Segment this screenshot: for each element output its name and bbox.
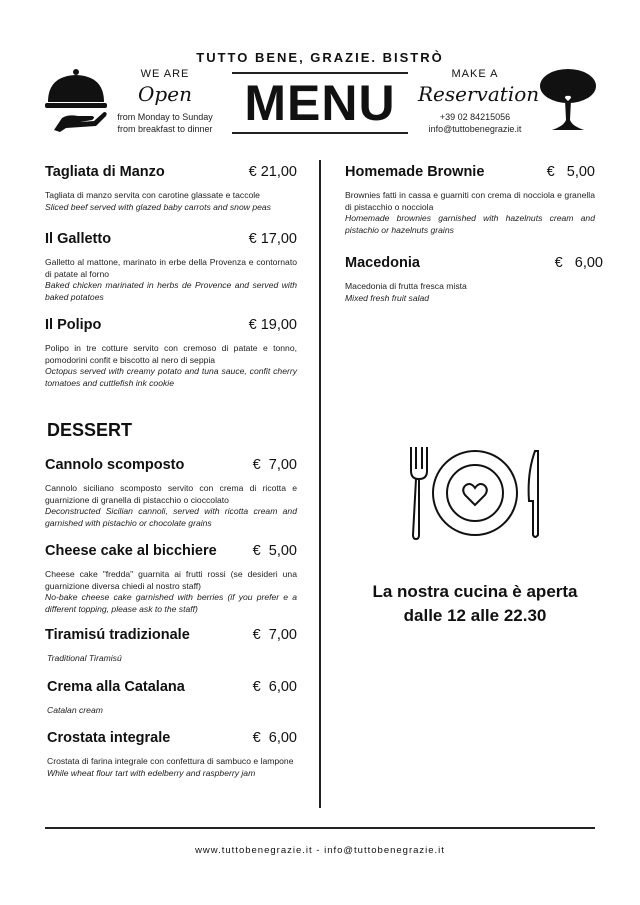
item-name: Crostata integrale xyxy=(47,730,171,746)
item-price: € 5,00 xyxy=(252,543,297,559)
item-name: Macedonia xyxy=(345,255,420,271)
open-hours: from breakfast to dinner xyxy=(117,124,213,134)
item-price: € 19,00 xyxy=(248,317,297,333)
item-price: € 6,00 xyxy=(252,730,297,746)
item-description-en: While wheat flour tart with edelberry and raspberry jam xyxy=(47,767,256,778)
menu-item xyxy=(45,627,297,665)
item-name: Il Polipo xyxy=(45,317,102,333)
menu-item xyxy=(45,231,297,304)
item-description: Crostata di farina integrale con confettura di sambuco e lampone xyxy=(47,756,294,766)
open-days: from Monday to Sunday xyxy=(117,112,213,122)
item-description: Galletto al mattone, marinato in erbe della Provenza e contornato di patate al forno xyxy=(45,257,297,279)
menu-item xyxy=(345,255,603,304)
footer-divider xyxy=(45,827,595,829)
item-name: Crema alla Catalana xyxy=(47,679,185,695)
item-description-en: Traditional Tiramisú xyxy=(47,653,122,663)
item-description-en: Deconstructed Sicilian cannoli, served with ricotta cream and garnished with pistachio or chocolate grains xyxy=(45,506,297,529)
reservation-phone[interactable]: +39 02 84215056 xyxy=(439,112,511,122)
item-description: Cannolo siciliano scomposto servito con crema di ricotta e guarnizione di granella di pistacchio o cioccolato xyxy=(45,483,297,505)
item-description: Polipo in tre cotture servito con cremoso di patate e tonno, pomodorini confit e biscotto al nero di seppia xyxy=(45,343,297,365)
we-are-label: WE ARE xyxy=(140,68,190,80)
item-description-en: No-bake cheese cake garnished with berries (if you prefer e a different topping, please ask to the staff) xyxy=(45,592,297,615)
item-description-en: Baked chicken marinated in herbs de Provence and served with baked potatoes xyxy=(45,280,297,303)
menu-item xyxy=(45,164,297,213)
item-description-en: Octopus served with creamy potato and tuna sauce, confit cherry tomatoes and cuttlefish ink cookie xyxy=(45,366,297,389)
kitchen-hours xyxy=(340,580,610,628)
item-price: € 6,00 xyxy=(554,255,603,271)
kitchen-line-1: La nostra cucina è aperta xyxy=(372,582,578,601)
item-description: Cheese cake "fredda" guarnita ai frutti rossi (se desideri una guarnizione diversa chiedi al nostro staff) xyxy=(45,569,297,591)
item-name: Cheese cake al bicchiere xyxy=(45,543,217,559)
menu-item xyxy=(47,730,297,779)
item-description-en: Homemade brownies garnished with hazelnuts cream and pistachio or hazelnuts grains xyxy=(345,213,595,236)
menu-item xyxy=(45,457,297,530)
dessert-heading: DESSERT xyxy=(47,420,133,440)
menu-item xyxy=(47,679,297,717)
open-label: Open xyxy=(138,82,192,106)
item-price: € 7,00 xyxy=(252,627,297,643)
item-name: Tiramisú tradizionale xyxy=(45,627,190,643)
item-description: Brownies fatti in cassa e guarniti con crema di nocciola e granella di pistacchio o nocciola xyxy=(345,190,595,212)
reservation-email[interactable]: info@tuttobenegrazie.it xyxy=(428,124,522,134)
menu-item xyxy=(45,543,297,616)
footer-contact[interactable]: www.tuttobenegrazie.it - info@tuttobenegrazie.it xyxy=(195,845,445,856)
item-price: € 7,00 xyxy=(252,457,297,473)
item-name: Cannolo scomposto xyxy=(45,457,185,473)
column-divider xyxy=(319,160,321,808)
item-description: Macedonia di frutta fresca mista xyxy=(345,281,467,291)
tree-heart-icon xyxy=(538,68,598,134)
make-a-label: MAKE A xyxy=(451,68,499,80)
menu-item xyxy=(45,317,297,390)
menu-item xyxy=(345,164,595,237)
kitchen-line-2: dalle 12 alle 22.30 xyxy=(403,606,547,625)
item-description: Tagliata di manzo servita con carotine glassate e taccole xyxy=(45,190,260,200)
menu-title: MENU xyxy=(232,72,408,134)
item-description-en: Sliced beef served with glazed baby carrots and snow peas xyxy=(45,201,271,212)
item-description-en: Catalan cream xyxy=(47,705,103,715)
item-price: € 6,00 xyxy=(252,679,297,695)
item-price: € 17,00 xyxy=(248,231,297,247)
cloche-hand-icon xyxy=(44,68,110,132)
plate-cutlery-icon xyxy=(405,443,545,543)
item-name: Tagliata di Manzo xyxy=(45,164,165,180)
item-name: Homemade Brownie xyxy=(345,164,485,180)
restaurant-name: TUTTO BENE, GRAZIE. BISTRÒ xyxy=(196,50,444,65)
item-price: € 21,00 xyxy=(248,164,297,180)
item-name: Il Galletto xyxy=(45,231,112,247)
item-description-en: Mixed fresh fruit salad xyxy=(345,292,430,303)
reservation-label: Reservation xyxy=(418,82,540,106)
item-price: € 5,00 xyxy=(546,164,595,180)
